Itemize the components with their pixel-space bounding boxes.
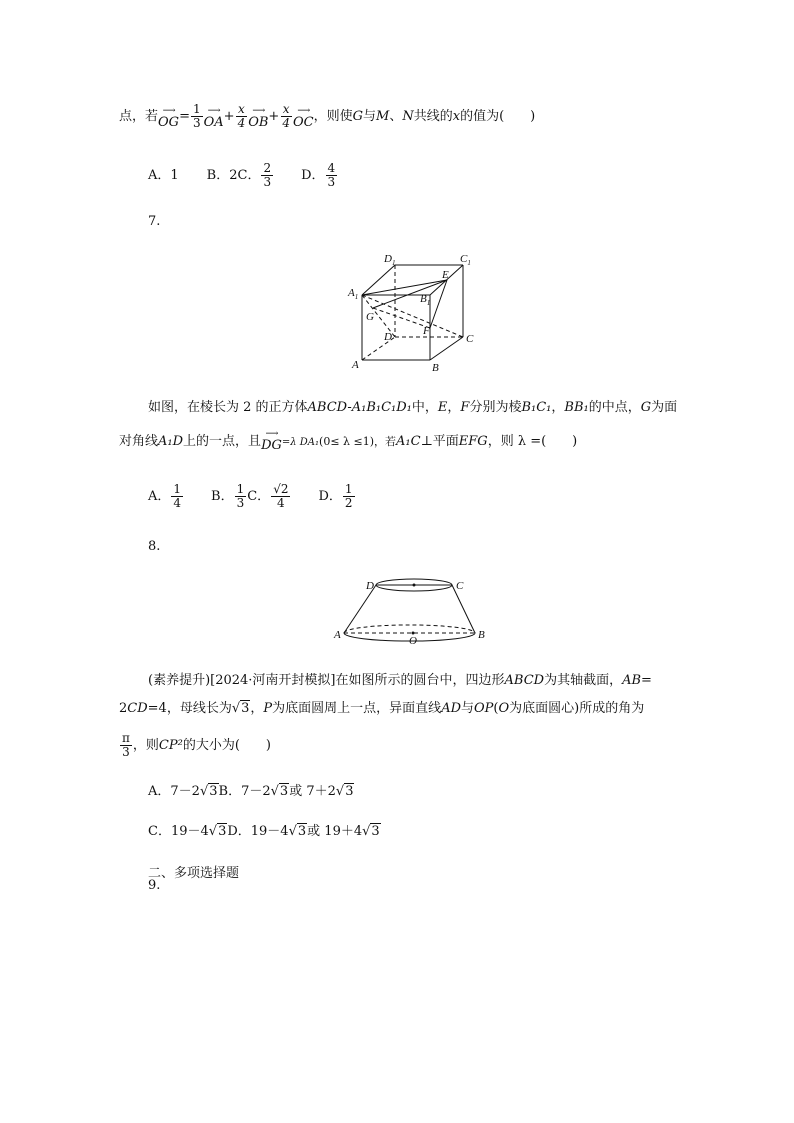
q7-stem-line2: 对角线A₁D上的一点，且 ⟶ DG =λ DA₁(0≤ λ ≤1)，若A₁C⊥平面EFG，则 λ =( ) <box>119 429 578 453</box>
q8-stem-line2: 2CD=4，母线长为√3，P为底面圆周上一点，异面直线AD与OP(O为底面圆心)所成的角为 <box>119 701 645 716</box>
label-c1: $C_1$ <box>460 253 471 267</box>
option-c-fraction: $\frac{√2}{4}$ <box>273 482 289 510</box>
sqrt-3: √3 <box>362 824 380 839</box>
sqrt-3: √3 <box>270 784 289 799</box>
label-o: O <box>409 635 417 644</box>
label-b: B <box>432 362 439 374</box>
option-b: B．7－2 <box>218 784 271 799</box>
q6-text: 的值为( ) <box>460 109 536 124</box>
section-heading: 二、多项选择题 <box>148 866 240 881</box>
option-a: A．1 <box>148 168 179 183</box>
option-a: A．7－2 <box>148 784 200 799</box>
plus-sign: + <box>223 109 235 124</box>
fraction-x-over-4-a: $\frac{x}{4}$ <box>237 102 246 130</box>
q7-stem-line1: 如图，在棱长为 2 的正方体ABCD-A₁B₁C₁D₁中，E，F分别为棱B₁C₁，BB₁的中点，G为面 <box>148 400 678 415</box>
plus-sign: + <box>268 109 280 124</box>
option-b-fraction: $\frac{1}{3}$ <box>236 482 245 510</box>
q7-number: 7. <box>148 214 161 229</box>
q8-number: 8. <box>148 539 161 554</box>
label-c: C <box>466 333 474 345</box>
q6-lead: 点，若 <box>119 109 159 124</box>
var-g: G <box>352 109 363 124</box>
vector-dg: ⟶ DG <box>261 429 282 453</box>
label-c: C <box>456 580 464 592</box>
q8-stem-line1: (素养提升)[2024·河南开封模拟]在如图所示的圆台中，四边形ABCD为其轴截面，AB= <box>148 673 652 688</box>
label-e: E <box>442 269 449 281</box>
option-b-c: B．2C． <box>206 168 261 183</box>
sqrt-3: √3 <box>335 784 354 799</box>
q8-options-cd: C．19－4√3D．19－4√3或 19＋4√3 <box>148 824 380 839</box>
q6-stem <box>119 103 535 130</box>
sqrt-3: √3 <box>199 784 218 799</box>
q8-stem-line3: $\frac{\pi}{3}$ ，则CP²的大小为( ) <box>122 731 271 759</box>
label-d1: $D_1$ <box>384 253 396 267</box>
option-d-fraction: $\frac{4}{3}$ <box>327 161 336 189</box>
q6-text: 、 <box>389 109 403 124</box>
option-a: A． <box>148 489 171 504</box>
q6-equals: = <box>179 109 190 124</box>
option-a-fraction: $\frac{1}{4}$ <box>173 482 182 510</box>
label-a1: $A_1$ <box>348 287 359 301</box>
sqrt-3: √3 <box>231 701 250 716</box>
option-b: B． <box>211 489 234 504</box>
option-d: D． <box>301 168 325 183</box>
fraction-x-over-4-b: $\frac{x}{4}$ <box>282 102 290 130</box>
sqrt-3: √3 <box>288 824 307 839</box>
vector-ob: ⟶ OB <box>248 106 269 130</box>
var-n: N <box>402 109 414 124</box>
fraction-pi-over-3: $\frac{\pi}{3}$ <box>122 731 130 759</box>
cube-figure <box>340 250 490 375</box>
label-d: D <box>366 580 374 592</box>
label-b1: $B_1$ <box>420 293 431 307</box>
sqrt-3: √3 <box>208 824 227 839</box>
option-c-fraction: $\frac{2}{3}$ <box>263 161 272 189</box>
frustum-figure <box>330 572 500 644</box>
option-c: C．19－4 <box>148 824 209 839</box>
vector-oa: ⟶ OA <box>203 106 224 130</box>
var-m: M <box>376 109 390 124</box>
q6-options <box>148 162 338 189</box>
label-a: A <box>352 359 359 371</box>
q6-text: ，则使 <box>313 109 353 124</box>
label-d: D <box>384 331 392 343</box>
q7-options <box>148 483 356 510</box>
fraction-one-third: $\frac{1}{3}$ <box>192 102 201 130</box>
option-d-fraction: $\frac{1}{2}$ <box>344 482 353 510</box>
label-a: A <box>334 629 341 641</box>
vector-og: ⟶ OG <box>158 106 180 130</box>
vector-oc: ⟶ OC <box>292 106 314 130</box>
option-c: C． <box>247 489 271 504</box>
q9-number: 9. <box>148 878 161 893</box>
option-d: D． <box>318 489 342 504</box>
q6-text: 共线的 <box>413 109 453 124</box>
label-b: B <box>478 629 485 641</box>
label-g: G <box>366 311 374 323</box>
q8-options-ab: A．7－2√3B．7－2√3或 7＋2√3 <box>148 784 354 799</box>
var-x: x <box>452 109 461 124</box>
label-f: F <box>423 325 430 337</box>
q6-text: 与 <box>362 109 376 124</box>
option-d: D．19－4 <box>227 824 289 839</box>
